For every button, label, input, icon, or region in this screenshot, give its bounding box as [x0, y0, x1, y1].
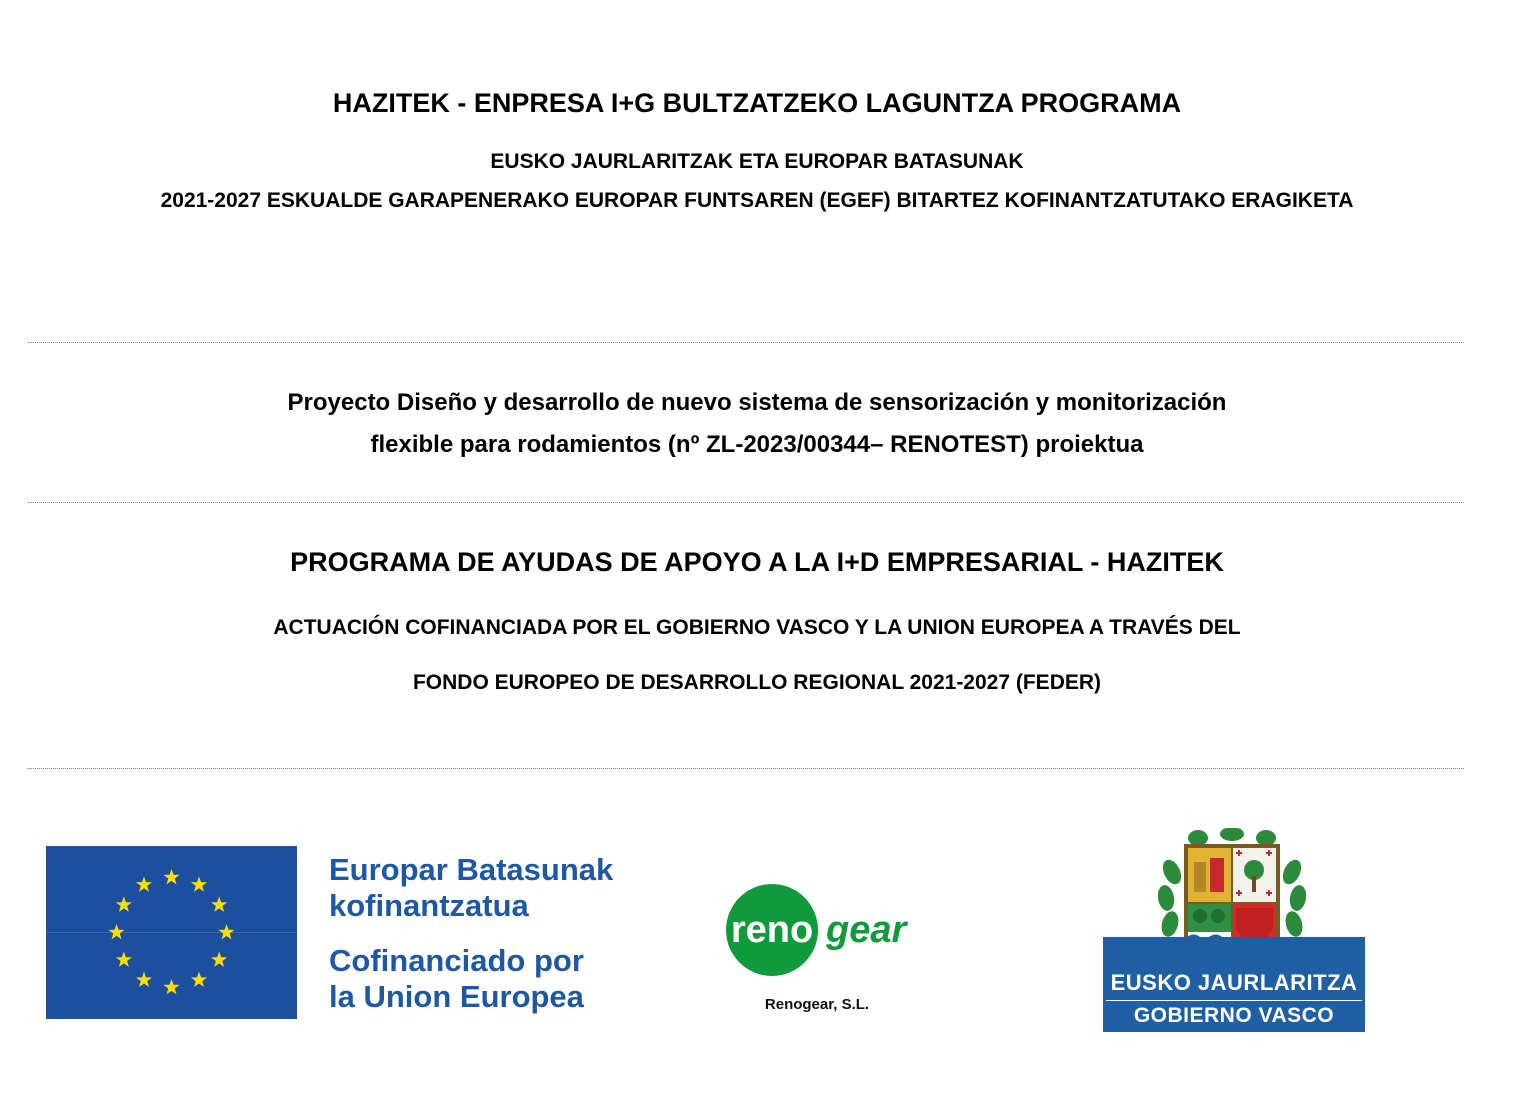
eu-star-icon	[211, 952, 227, 967]
subtitle-spanish-1: ACTUACIÓN COFINANCIADA POR EL GOBIERNO VASCO Y LA UNION EUROPEA A TRAVÉS DEL	[273, 616, 1241, 639]
eu-star-icon	[108, 924, 124, 939]
divider	[28, 768, 1464, 769]
renogear-word-1: reno	[730, 909, 814, 951]
gobierno-vasco-line-1: EUSKO JAURLARITZA	[1110, 970, 1358, 995]
subtitle-basque-1: EUSKO JAURLARITZAK ETA EUROPAR BATASUNAK	[490, 150, 1024, 173]
title-basque: HAZITEK - ENPRESA I+G BULTZATZEKO LAGUNTZA PROGRAMA	[332, 88, 1182, 118]
title-spanish: PROGRAMA DE AYUDAS DE APOYO A LA I+D EMPRESARIAL - HAZITEK	[290, 547, 1224, 577]
eu-star-icon	[116, 897, 132, 912]
eu-star-icon	[218, 924, 234, 939]
subtitle-spanish-2: FONDO EUROPEO DE DESARROLLO REGIONAL 2021-2027 (FEDER)	[412, 671, 1102, 694]
eu-star-icon	[191, 876, 207, 891]
eu-text-spanish-1: Cofinanciado por	[329, 943, 584, 978]
eu-star-icon	[163, 869, 179, 884]
gobierno-vasco-line-2: GOBIERNO VASCO	[1133, 1004, 1335, 1027]
project-line-1: Proyecto Diseño y desarrollo de nuevo sistema de sensorización y monitorización	[287, 389, 1227, 416]
eu-star-icon	[211, 897, 227, 912]
eu-text-basque-1: Europar Batasunak	[329, 852, 614, 887]
project-line-2: flexible para rodamientos (nº ZL-2023/00344– RENOTEST) proiektua	[370, 431, 1144, 458]
eu-star-icon	[136, 876, 152, 891]
eu-text-spanish-2: la Union Europea	[329, 979, 584, 1014]
renogear-word-2: gear	[826, 909, 907, 951]
renogear-caption: Renogear, S.L.	[764, 996, 870, 1013]
eu-star-icon	[116, 952, 132, 967]
renogear-logo-icon	[726, 870, 916, 990]
subtitle-basque-2: 2021-2027 ESKUALDE GARAPENERAKO EUROPAR FUNTSAREN (EGEF) BITARTEZ KOFINANTZATUTAKO ERAGIKETA	[160, 189, 1354, 212]
eu-text-basque-2: kofinantzatua	[329, 888, 529, 923]
eu-star-icon	[136, 972, 152, 987]
eu-star-icon	[191, 972, 207, 987]
divider	[28, 342, 1464, 343]
eu-star-icon	[163, 979, 179, 994]
eu-flag-icon	[46, 846, 297, 1019]
gobierno-vasco-band	[1103, 937, 1365, 1032]
divider	[28, 502, 1464, 503]
